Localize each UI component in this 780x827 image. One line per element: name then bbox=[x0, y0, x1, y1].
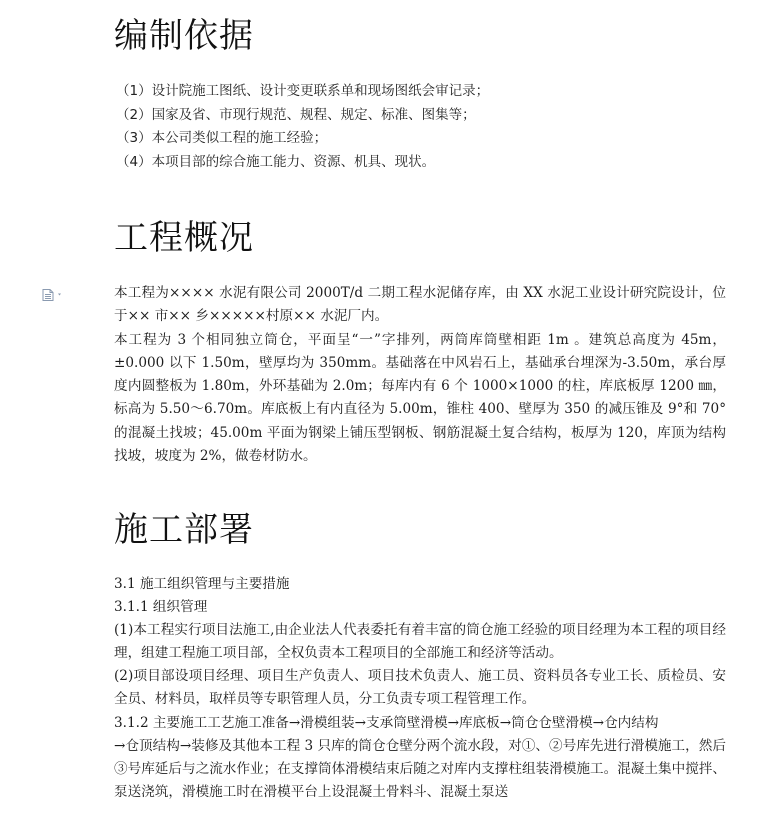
basis-list bbox=[116, 80, 736, 174]
heading-overview: 工程概况 bbox=[114, 218, 254, 258]
heading-deployment: 施工部署 bbox=[114, 510, 254, 550]
list-item: （3）本公司类似工程的施工经验； bbox=[116, 130, 328, 146]
paragraph: 本工程为×××× 水泥有限公司 2000T/d 二期工程水泥储存库，由 XX 水泥工业设计研究院设计，位于×× 市×× 乡×××××村原×× 水泥厂内。 bbox=[114, 285, 726, 325]
document-icon[interactable] bbox=[42, 286, 64, 298]
document-icon-graphic bbox=[42, 289, 64, 301]
paragraph: 3.1.2 主要施工工艺施工准备→滑模组装→支承筒壁滑模→库底板→筒仓仓壁滑模→仓内结构 bbox=[114, 714, 659, 731]
list-item: （1）设计院施工图纸、设计变更联系单和现场图纸会审记录； bbox=[116, 83, 490, 99]
paragraph: 本工程为 3 个相同独立筒仓，平面呈“一”字排列，两筒库筒壁相距 1m 。建筑总高度为 45m，±0.000 以下 1.50m，壁厚均为 350mm。基础落在中风岩石上，基础承台埋深为-3.50m，承台厚度内圆整板为 1.80m，外环基础为 2.0m；每库内有 6 个 1000×1000 的柱，库底板厚 1200 ㎜，标高为 5.50～6.70m。库底板上有内直径为 5.00m，锥柱 400、壁厚为 350 的减压锥及 9°和 70° 的混凝土找坡；45.00m 平面为钢梁上铺压型钢板、钢筋混凝土复合结构，板厚为 120，库顶为结构找坡，坡度为 2%，做卷材防水。 bbox=[114, 331, 726, 465]
deployment-body bbox=[114, 573, 726, 804]
dropdown-arrow-icon bbox=[58, 294, 61, 296]
paragraph: (2)项目部设项目经理、项目生产负责人、项目技术负责人、施工员、资料员各专业工长、质检员、安全员、材料员，取样员等专职管理人员，分工负责专项工程管理工作。 bbox=[114, 668, 726, 708]
paragraph: (1)本工程实行项目法施工,由企业法人代表委托有着丰富的筒仓施工经验的项目经理为本工程的项目经理，组建工程施工项目部，全权负责本工程项目的全部施工和经济等活动。 bbox=[114, 622, 726, 662]
subheading: 3.1.1 组织管理 bbox=[114, 599, 208, 616]
heading-basis: 编制依据 bbox=[114, 16, 254, 56]
paragraph: →仓顶结构→装修及其他本工程 3 只库的筒仓仓壁分两个流水段，对①、②号库先进行滑模施工，然后③号库延后与之流水作业；在支撑筒体滑模结束后随之对库内支撑柱组装滑模施工。混凝土集中搅拌、泵送浇筑，滑模施工时在滑模平台上设混凝土骨料斗、混凝土泵送 bbox=[114, 737, 726, 800]
subheading: 3.1 施工组织管理与主要措施 bbox=[114, 576, 290, 592]
overview-body bbox=[114, 282, 726, 468]
list-item: （2）国家及省、市现行规范、规程、规定、标准、图集等； bbox=[116, 106, 476, 123]
list-item: （4）本项目部的综合施工能力、资源、机具、现状。 bbox=[116, 153, 436, 170]
